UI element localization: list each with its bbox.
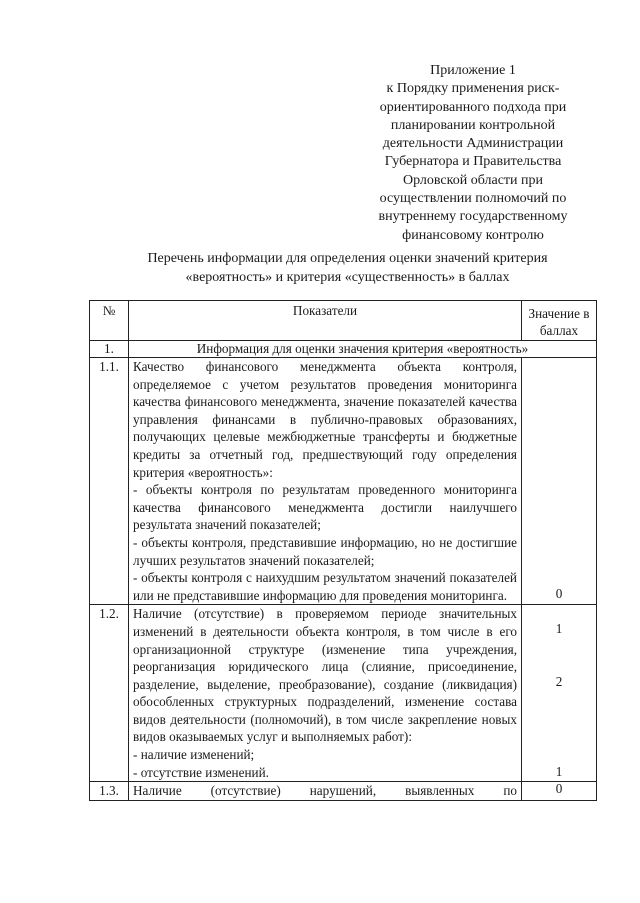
row-values: [522, 782, 597, 801]
row-num: 1.3.: [90, 782, 129, 801]
row-num: 1.2.: [90, 605, 129, 782]
title-line-2: «вероятность» и критерия «существенность» в баллах: [185, 269, 510, 285]
appendix-line: к Порядку применения риск-: [386, 81, 560, 97]
appendix-line: деятельности Администрации: [382, 136, 564, 152]
row-intro: Наличие (отсутствие) нарушений, выявленных по: [133, 783, 517, 799]
row-num: 1.1.: [90, 358, 129, 605]
section-row: [90, 341, 597, 358]
row-indicator: [129, 782, 522, 801]
row-intro: Качество финансового менеджмента объекта контроля, определяемое с учетом результатов проведения мониторинга качества финансового менеджмента, значение показателей качества управления финансами в публично-правовых образованиях, получающих целевые межбюджетные трансферты и бюджетные кредиты за отчетный год, предшествующий году определения критерия «вероятность»:: [133, 359, 517, 480]
row-option: - объекты контроля, представившие информацию, но не достигшие лучших результатов значений показателей;: [133, 534, 517, 568]
appendix-line: ориентированного подхода при: [379, 99, 567, 115]
score-value: 1: [555, 621, 563, 636]
criteria-table: [89, 300, 597, 801]
appendix-line: осуществлении полномочий по: [379, 191, 567, 207]
section-title: Информация для оценки значения критерия «вероятность»: [129, 341, 597, 358]
appendix-line: финансовому контролю: [402, 227, 544, 243]
appendix-line: Приложение 1: [430, 63, 516, 78]
header-indicator: Показатели: [129, 301, 522, 341]
appendix-line: планировании контрольной: [390, 117, 556, 133]
row-values: [522, 358, 597, 689]
score-value: 1: [555, 764, 563, 780]
table-header-row: [90, 301, 597, 341]
row-option: - объекты контроля по результатам проведенного мониторинга качества финансового менеджмента достигли наилучшего результата значений показателей;: [133, 482, 517, 533]
document-title: [95, 250, 600, 287]
appendix-block: [358, 62, 588, 245]
score-value: 2: [555, 674, 563, 689]
table-row: [90, 358, 597, 605]
header-value: Значение в баллах: [522, 301, 597, 341]
row-values: [522, 605, 597, 797]
title-line-1: Перечень информации для определения оценки значений критерия: [147, 251, 548, 266]
appendix-line: Губернатора и Правительства: [384, 154, 562, 170]
appendix-line: Орловской области при: [402, 172, 544, 188]
appendix-line: внутреннему государственному: [378, 209, 568, 225]
header-num: №: [90, 301, 129, 341]
score-value: 0: [555, 586, 563, 601]
row-option: - отсутствие изменений.: [133, 764, 269, 780]
row-indicator: [129, 605, 522, 782]
section-num: 1.: [90, 341, 129, 358]
row-option: - объекты контроля с наихудшим результатом значений показателей или не представившие информацию для проведения мониторинга.: [133, 570, 517, 603]
row-indicator: [129, 358, 522, 605]
row-intro: Наличие (отсутствие) в проверяемом периоде значительных изменений в деятельности объекта контроля, в том числе в его организационной структуре (изменение типа учреждения, реорганизация юридического лица (слияние, присоединение, разделение, выделение, преобразование), создание (ликвидация) обособленных структурных подразделений, изменение состава видов деятельности (полномочий), в том числе закрепление новых видов оказываемых услуг и выполняемых работ):: [133, 606, 517, 745]
table-row: [90, 605, 597, 782]
score-value: 0: [555, 781, 563, 797]
row-option: - наличие изменений;: [133, 747, 255, 763]
table-row: [90, 782, 597, 801]
